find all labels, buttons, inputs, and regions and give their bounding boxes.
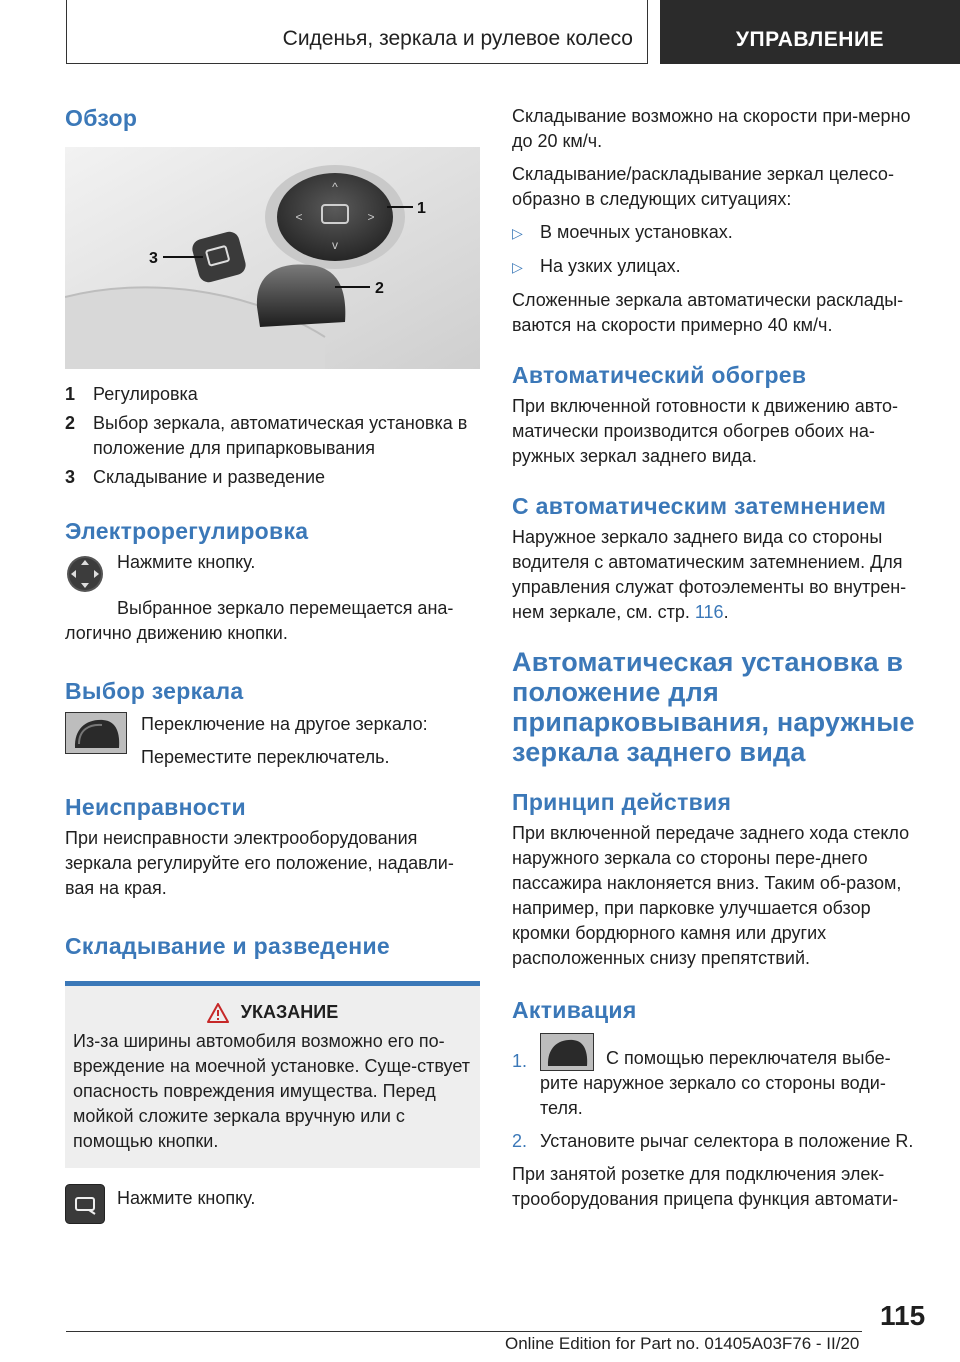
electro-heading: Электрорегулировка [65,518,309,544]
dimming-heading: С автоматическим затемнением [512,493,887,519]
fold-button-icon [65,1184,105,1224]
trailer-text: При занятой розетке для подключения элек-трооборудования прицепа функция автомати- [512,1164,899,1209]
principle-heading: Принцип действия [512,789,732,815]
svg-text:3: 3 [149,250,158,267]
activation-heading: Активация [512,997,637,1023]
legend-text: Складывание и разведение [93,467,326,487]
warning-title-text: УКАЗАНИЕ [240,1002,339,1022]
legend-number: 2 [65,413,76,433]
legend-number: 1 [65,384,76,404]
svg-text:v: v [332,238,338,252]
mirror-switch-icon [65,712,127,754]
mirror-select-heading: Выбор зеркала [65,678,244,704]
left-column [65,96,480,1224]
dimming-text [512,525,927,625]
svg-text:>: > [367,210,375,224]
step-item [512,1129,927,1154]
footer-divider [66,1331,862,1332]
triangle-bullet-icon: ▷ [512,225,523,241]
svg-text:<: < [295,210,303,224]
list-item [512,254,927,280]
heating-text: При включенной готовности к движению авто-матически производится обогрев обоих на-ружных зеркал заднего вида. [512,396,899,466]
page-link-116[interactable]: 116 [694,602,724,622]
overview-heading: Обзор [65,105,138,131]
list-item-text: В моечных установках. [540,222,733,242]
legend-text: Выбор зеркала, автоматическая установка в положение для припарковывания [93,413,468,458]
folding-heading: Складывание и разведение [65,933,391,959]
mirror-controls-illustration [65,147,480,369]
principle-text: При включенной передаче заднего хода стекло наружного зеркала со стороны пере-днего пассажира наклоняется вниз. Таким об-разом, например, при парковке улучшается обзор кромки бордюрного камня или других расположенных снизу препятствий. [512,823,910,968]
heating-heading: Автоматический обогрев [512,362,807,388]
legend-item [65,382,480,407]
mirror-switch-icon [540,1033,594,1071]
step-number: 2. [512,1131,528,1151]
electro-p2: Выбранное зеркало перемещается ана-логично движению кнопки. [65,598,454,643]
warning-box [65,981,480,1168]
list-item-text: На узких улицах. [540,256,681,276]
parking-heading: Автоматическая установка в положение для припарковывания, наружные зеркала заднего вида [512,647,915,767]
page-number: 115 [880,1300,926,1331]
svg-text:1: 1 [417,200,426,217]
svg-text:^: ^ [332,180,338,194]
electro-p1: Нажмите кнопку. [117,552,256,572]
legend-item [65,411,480,461]
section-title: Сиденья, зеркала и рулевое колесо [282,27,633,50]
step-item [512,1033,927,1121]
malfunction-text: При неисправности электрооборудования зеркала регулируйте его положение, надавли-вая на края. [65,828,454,898]
step-number: 1. [512,1051,528,1071]
warning-text: Из-за ширины автомобиля возможно его по-вреждение на моечной установке. Суще-ствует опасность повреждения имущества. Перед мойкой сложите зеркала вручную или с помощью кнопки. [73,1031,471,1151]
dimming-text-main: Наружное зеркало заднего вида со стороны водителя с автоматическим затемнением. Для управления служат фотоэлементы во внутрен-нем зеркале, см. стр. [512,527,907,622]
adjust-button-icon [65,554,105,594]
mirror-select-p1: Переключение на другое зеркало: [141,714,428,734]
legend-text: Регулировка [93,384,198,404]
folding-situations-text: Складывание/раскладывание зеркал целесо-образно в следующих ситуациях: [512,164,894,209]
header-chapter [660,0,960,64]
chapter-title: УПРАВЛЕНИЕ [735,28,885,51]
electro-block [65,550,480,594]
legend-number: 3 [65,467,76,487]
fold-button-block [65,1184,480,1224]
unfold-speed-text: Сложенные зеркала автоматически расклады-ваются на скорости примерно 40 км/ч. [512,290,904,335]
warning-triangle-icon [207,1003,229,1023]
folding-speed-text: Складывание возможно на скорости при-мерно до 20 км/ч. [512,106,911,151]
legend-list [65,382,480,490]
list-item [512,220,927,246]
header-section-title [66,0,648,64]
step-text: С помощью переключателя выбе-рите наружное зеркало со стороны води-теля. [540,1048,891,1118]
triangle-bullet-icon: ▷ [512,259,523,275]
mirror-controls-image [65,147,480,369]
step-text: Установите рычаг селектора в положение R. [540,1131,914,1151]
dimming-text-end: . [723,602,729,622]
edition-info: Online Edition for Part no. 01405A03F76 - II/20 [505,1334,860,1353]
fold-button-text: Нажмите кнопку. [117,1188,256,1208]
malfunction-heading: Неисправности [65,794,246,820]
svg-text:2: 2 [375,280,384,297]
activation-steps [512,1033,927,1154]
legend-item [65,465,480,490]
situations-list [512,220,927,280]
right-column [512,96,927,1212]
mirror-select-p2: Переместите переключатель. [141,747,390,767]
mirror-select-block [65,712,480,770]
warning-title [73,1002,472,1023]
